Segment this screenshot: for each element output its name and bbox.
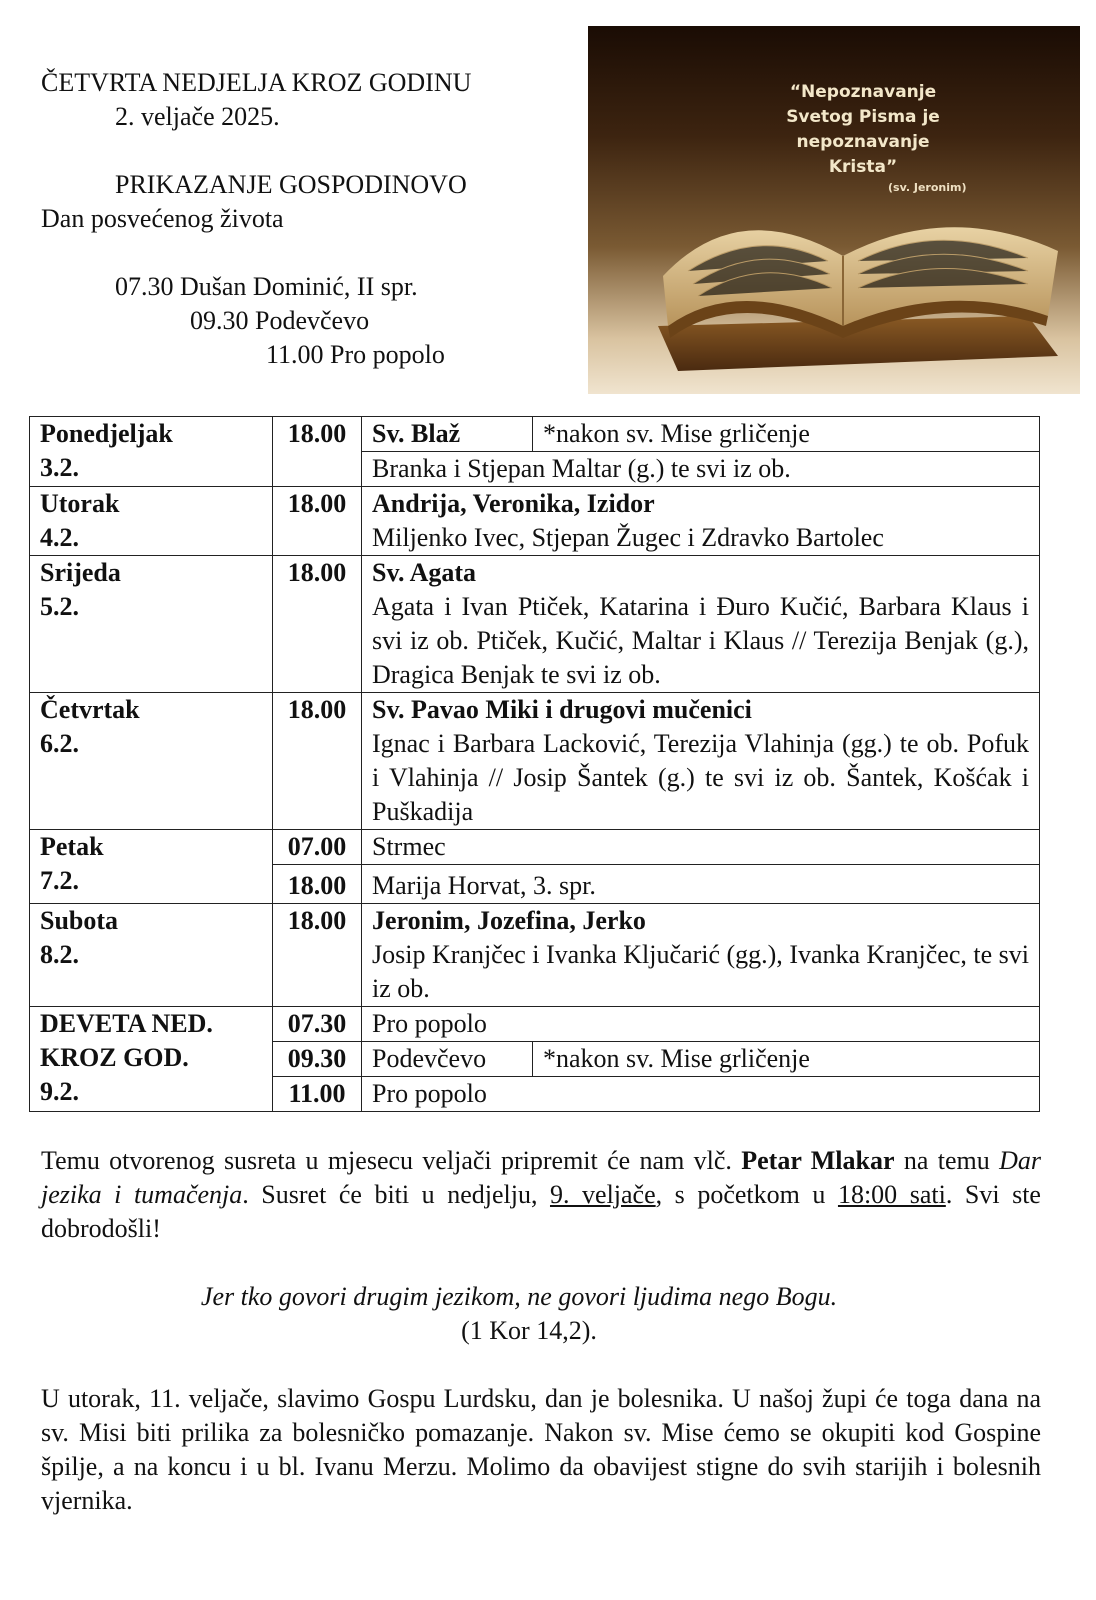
announcement-paragraph-2: U utorak, 11. veljače, slavimo Gospu Lurdsku, dan je bolesnika. U našoj župi će toga dana na sv. Misi biti prilika za bolesničko pomazanje. Nakon sv. Mise ćemo se okupiti kod Gospine špilje, a na koncu i u bl. Ivanu Merzu. Molimo da obavijest stigne do svih starijih i bolesnih vjernika. — [41, 1384, 1041, 1515]
intention-cell: Pro popolo — [362, 1077, 1040, 1112]
mass-line-3: 11.00 Pro popolo — [266, 340, 445, 369]
topic-title: Dar jezika i tumačenja — [41, 1146, 1041, 1209]
day-cell: Petak 7.2. — [30, 830, 273, 904]
intention-cell: Branka i Stjepan Maltar (g.) te svi iz ob. — [362, 452, 1040, 487]
quote-author: (sv. Jeronim) — [888, 181, 967, 194]
intention-cell: Jeronim, Jozefina, Jerko Josip Kranjčec i Ivanka Ključarić (gg.), Ivanka Kranjčec, te svi iz ob. — [362, 904, 1040, 1007]
table-row — [30, 417, 1040, 452]
time-cell: 07.00 — [273, 830, 362, 865]
event-date: 9. veljače — [549, 1180, 656, 1209]
day-cell: Ponedjeljak 3.2. — [30, 417, 273, 487]
time-cell: 18.00 — [273, 904, 362, 1007]
intention-cell: Marija Horvat, 3. spr. — [362, 865, 1040, 904]
table-row — [30, 487, 1040, 556]
feast-title: PRIKAZANJE GOSPODINOVO — [115, 170, 467, 199]
intention-cell: Sv. Pavao Miki i drugovi mučenici Ignac i Barbara Lacković, Terezija Vlahinja (gg.) te ob. Pofuk i Vlahinja // Josip Šantek (g.) te svi iz ob. Šantek, Košćak i Puškadija — [362, 693, 1040, 830]
time-cell: 18.00 — [273, 865, 362, 904]
mass-line-2: 09.30 Podevčevo — [190, 306, 370, 335]
day-cell: DEVETA NED. KROZ GOD. 9.2. — [30, 1007, 273, 1112]
event-time: 18:00 sati — [837, 1180, 946, 1209]
time-cell: 18.00 — [273, 487, 362, 556]
feast-subtitle: Dan posvećenog života — [41, 204, 284, 233]
time-cell: 11.00 — [273, 1077, 362, 1112]
time-cell: 09.30 — [273, 1042, 362, 1077]
table-row — [30, 830, 1040, 865]
intention-cell: Andrija, Veronika, Izidor Miljenko Ivec, Stjepan Žugec i Zdravko Bartolec — [362, 487, 1040, 556]
mass-line-1: 07.30 Dušan Dominić, II spr. — [115, 272, 418, 301]
intention-cell: Podevčevo — [362, 1042, 533, 1077]
page-date: 2. veljače 2025. — [115, 102, 280, 131]
intention-cell: Strmec — [362, 830, 1040, 865]
announcement-paragraph: Temu otvorenog susreta u mjesecu veljači pripremit će nam vlč. Petar Mlakar na temu Dar jezika i tumačenja. Susret će biti u nedjelju, 9. veljače, s početkom u 18:00 sati. Svi ste dobrodošli! — [41, 1146, 1041, 1243]
page-title: ČETVRTA NEDJELJA KROZ GODINU — [41, 68, 472, 97]
bible-quote: “Nepoznavanje Svetog Pisma je nepoznavanje Krista” — [786, 82, 940, 177]
day-cell: Subota 8.2. — [30, 904, 273, 1007]
intention-cell: Sv. Agata Agata i Ivan Ptiček, Katarina i Đuro Kučić, Barbara Klaus i svi iz ob. Ptiček, Kučić, Maltar i Klaus // Terezija Benjak (g.), Dragica Benjak te svi iz ob. — [362, 556, 1040, 693]
time-cell: 18.00 — [273, 556, 362, 693]
saint-cell: Sv. Blaž — [362, 417, 533, 452]
table-row — [30, 1007, 1040, 1042]
day-cell: Četvrtak 6.2. — [30, 693, 273, 830]
time-cell: 18.00 — [273, 693, 362, 830]
bible-image — [588, 26, 1080, 394]
time-cell: 07.30 — [273, 1007, 362, 1042]
note-cell: *nakon sv. Mise grličenje — [533, 1042, 1040, 1077]
verse-reference: (1 Kor 14,2). — [461, 1316, 597, 1345]
mass-schedule-table — [29, 416, 1040, 1112]
table-row — [30, 904, 1040, 1007]
time-cell: 18.00 — [273, 417, 362, 487]
intention-cell: Pro popolo — [362, 1007, 1040, 1042]
note-cell: *nakon sv. Mise grličenje — [533, 417, 1040, 452]
day-cell: Utorak 4.2. — [30, 487, 273, 556]
table-row — [30, 556, 1040, 693]
bible-verse: Jer tko govori drugim jezikom, ne govori ljudima nego Bogu. — [200, 1282, 838, 1311]
day-cell: Srijeda 5.2. — [30, 556, 273, 693]
speaker-name: Petar Mlakar — [741, 1146, 895, 1175]
table-row — [30, 693, 1040, 830]
